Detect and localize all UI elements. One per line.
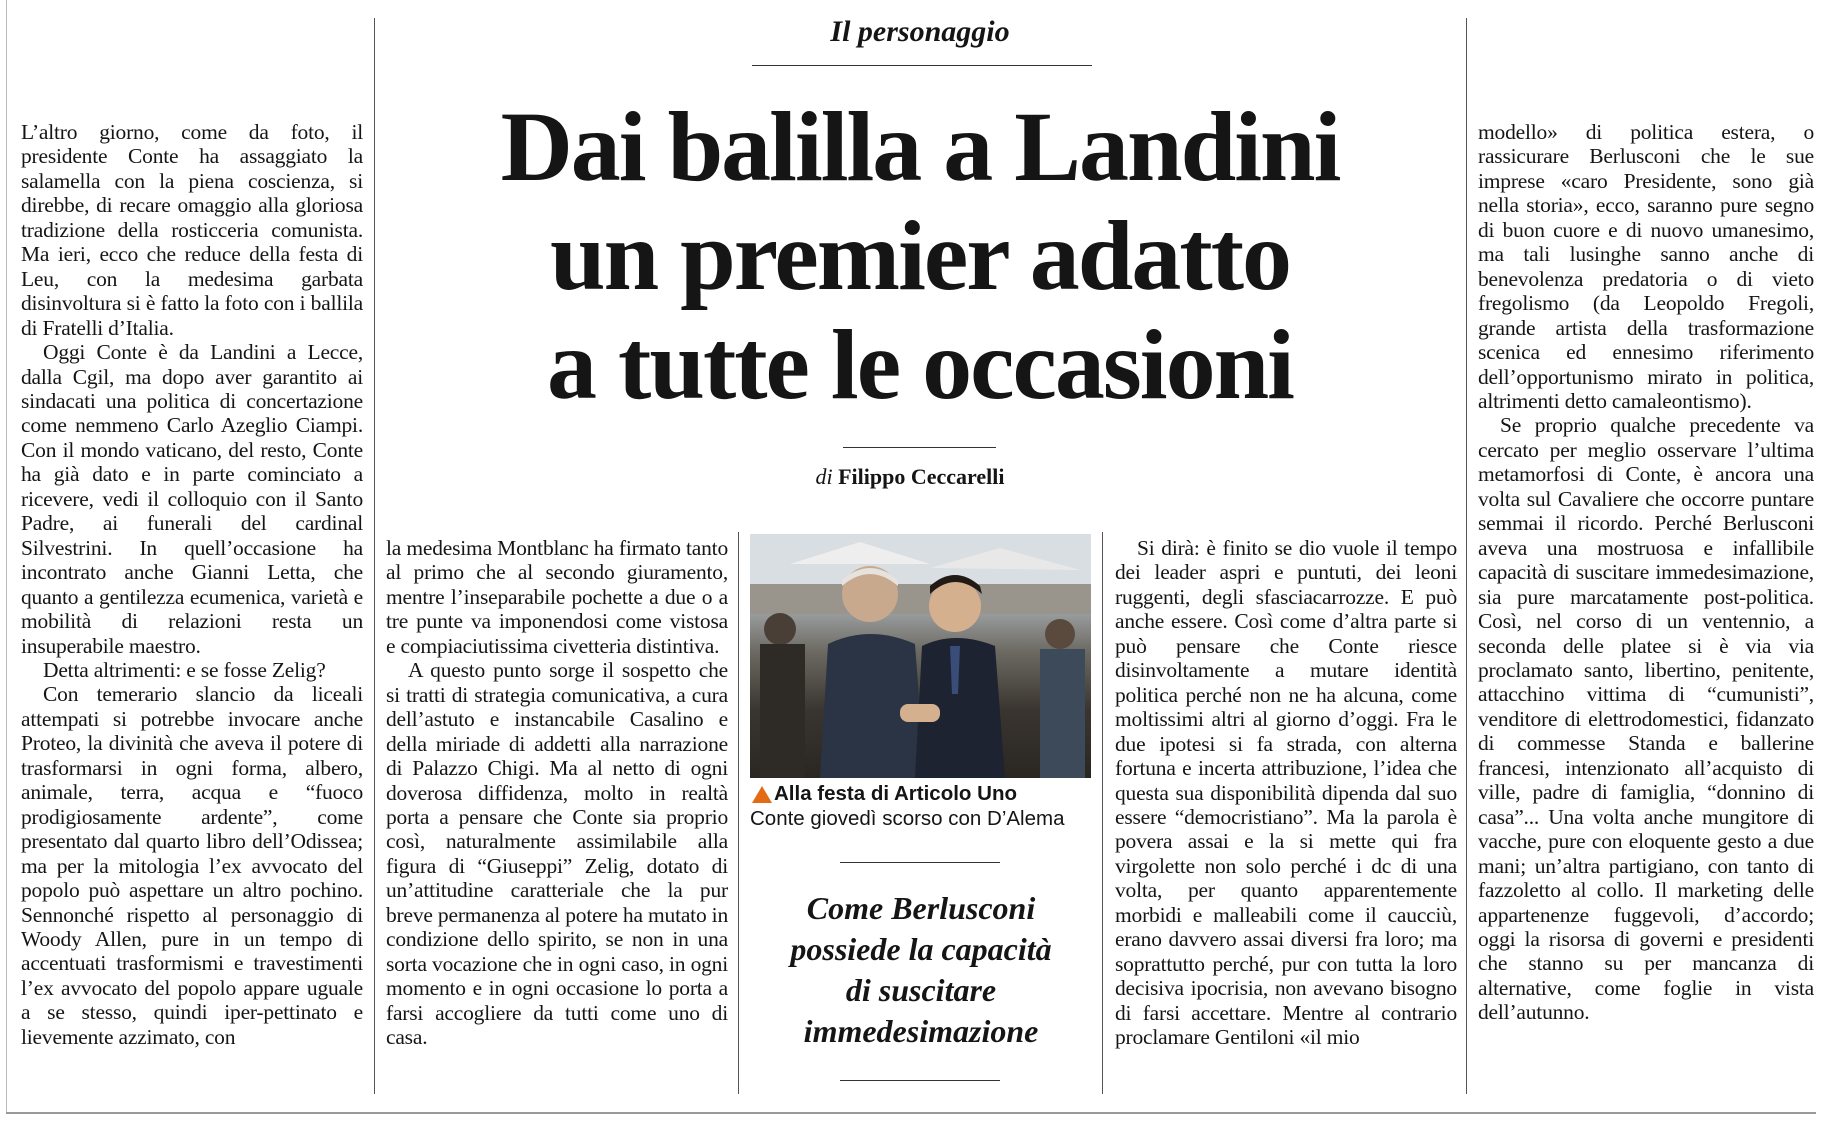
paragraph: Detta altrimenti: e se fosse Zelig? [43, 657, 326, 682]
byline-prefix: di [815, 464, 833, 489]
headline-line-2: un premier adatto [549, 200, 1291, 311]
pull-quote-rule-bottom [840, 1080, 1000, 1081]
column-rule-1 [374, 18, 375, 1094]
byline [760, 464, 1060, 490]
headline-line-3: a tutte le occasioni [547, 309, 1293, 420]
byline-author: Filippo Ceccarelli [838, 464, 1005, 489]
paragraph: Con temerario slancio da liceali attempati si potrebbe invocare anche Proteo, la divinità che aveva il potere di trasformarsi in ogni forma, albero, animale, terra, acqua e “fuoco prodigiosamente ardente”, come presentato dal quarto libro dell’Odissea; ma per la mitologia l’ex avvocato del popolo può aspettare un altro pochino. Sennonché rispetto al personaggio di Woody Allen, pure in un tempo di accentuati trasformismi e travestimenti l’ex avvocato del popolo appare uguale a se stesso, quindi iper-pettinato e lievemente azzimato, con [21, 682, 363, 1049]
photo-caption-text: Conte giovedì scorso con D’Alema [750, 807, 1065, 830]
paragraph: la medesima Montblanc ha firmato tanto al primo che al secondo giuramento, mentre l’inseparabile pochette a due o a tre punte va imponendosi come vistosa e compiaciutissima civetteria distintiva. [386, 536, 728, 658]
photo-caption-title: Alla festa di Articolo Uno [774, 782, 1017, 805]
paragraph: Si dirà: è finito se dio vuole il tempo dei leader aspri e puntuti, dei leoni ruggenti, degli sfasciacarrozze. E può anche essere. Così come d’altra parte si può pensare che Conte riesce disinvoltamente a mutare identità politica perché non ne ha alcuna, come moltissimi altri al giorno d’oggi. Fra le due ipotesi si fa strada, con alterna fortuna e incerta attribuzione, l’idea che questa sua disponibilità dipenda dal suo essere “democristiano”. Ma la parola è povera assai e la si mette qui fra virgolette non solo perché i dc di una volta, per quanto apparentemente morbidi e malleabili come il caucciù, erano davvero assai diversi fra loro; ma soprattutto perché, pur con tutta la loro decisiva ipocrisia, non avevano bisogno di farsi accettare. Mentre al contrario proclamare Gentiloni «il mio [1115, 536, 1457, 1050]
paragraph: Oggi Conte è da Landini a Lecce, dalla Cgil, ma dopo aver garantito ai sindacati una politica di concertazione come nemmeno Carlo Azeglio Ciampi. Con il mondo vaticano, del resto, Conte ha già dato e in parte cominciato a ricevere, vedi il colloquio con il Santo Padre, ai funerali del cardinal Silvestrini. In quell’occasione ha incontrato anche Gianni Letta, che quanto a gentilezza ecumenica, varietà e mobilità di relazioni resta un insuperabile maestro. [21, 340, 363, 658]
pull-quote-rule-top [840, 862, 1000, 863]
news-photo [750, 534, 1091, 778]
headline [380, 92, 1460, 419]
paragraph: A questo punto sorge il sospetto che si tratti di strategia comunicativa, a cura dell’astuto e instancabile Casalino e della miriade di addetti alla narrazione di Palazzo Chigi. Ma al netto di ogni doverosa diffidenza, molto in realtà porta a pensare che Conte sia proprio così, naturalmente assimilabile alla figura di “Giuseppi” Zelig, dotato di un’attitudine caratteriale che la pur breve permanenza al potere ha mutato in condizione dello spirito, se non in una sorta vocazione che in ogni caso, in ogni momento e in ogni occasione lo porta a farsi accogliere da tutti come uno di casa. [386, 658, 729, 1050]
page-frame-left [6, 0, 7, 1114]
section-kicker: Il personaggio [830, 15, 1010, 48]
pull-quote-line: di suscitare [845, 972, 997, 1008]
article-column-3 [1115, 536, 1457, 1050]
article-column-1 [21, 120, 363, 1049]
paragraph: Se proprio qualche precedente va cercato per meglio osservare l’ultima metamorfosi di Conte, è ancora una volta sul Cavaliere che occorre puntare semmai il ricordo. Perché Berlusconi aveva una mostruosa e infallibile capacità di suscitare immedesimazione, sia pure marcatamente post-politica. Così, nel corso di un ventennio, a seconda delle platee si è via via proclamato santo, libertino, penitente, attacchino vittima di “cumunisti”, venditore di elettrodomestici, fidanzato di commesse Standa e ballerine francesi, intenzionato all’acquisto di ville, padre di famiglia, “donnino di casa”... Una volta anche mungitore di vacche, pure con eloquente gesto a due mani; un’altra partigiano, con tanto di fazzoletto al collo. Il marketing delle appartenenze fuggevoli, d’accordo; oggi la risorsa di governi e presidenti che stanno su per mancanza di alternative, come foglie in vista dell’autunno. [1478, 413, 1814, 1025]
headline-line-1: Dai balilla a Landini [500, 91, 1340, 202]
byline-rule [843, 447, 996, 448]
article-column-2 [386, 536, 728, 1050]
paragraph: L’altro giorno, come da foto, il presidente Conte ha assaggiato la salamella con la piena coscienza, si direbbe, di recare omaggio alla gloriosa tradizione della rosticceria comunista. Ma ieri, ecco che reduce della festa di Leu, con la medesima garbata disinvoltura si è fatto la foto con i ballila di Fratelli d’Italia. [21, 120, 363, 340]
column-rule-2 [738, 532, 739, 1094]
caption-arrow-icon [752, 786, 772, 803]
column-rule-4 [1466, 18, 1467, 1094]
kicker-rule [752, 65, 1092, 66]
pull-quote [746, 888, 1096, 1052]
column-rule-3 [1102, 532, 1103, 1094]
page-frame-bottom [6, 1112, 1816, 1114]
pull-quote-line: immedesimazione [803, 1013, 1039, 1049]
photo-illustration [750, 534, 1091, 778]
pull-quote-line: Come Berlusconi [806, 890, 1036, 926]
paragraph: modello» di politica estera, o rassicurare Berlusconi che le sue imprese «caro Presidente, sono già nella storia», ecco, saranno pure segno di buon cuore e di nuovo umanesimo, ma tali lusinghe sanno anche di benevolenza predatoria o di vieto fregolismo (da Leopoldo Fregoli, grande artista della trasformazione scenica ed ennesimo riferimento dell’opportunismo mirato in politica, altrimenti detto camaleontismo). [1478, 120, 1814, 413]
article-column-4 [1478, 120, 1814, 1025]
pull-quote-line: possiede la capacità [790, 931, 1052, 967]
